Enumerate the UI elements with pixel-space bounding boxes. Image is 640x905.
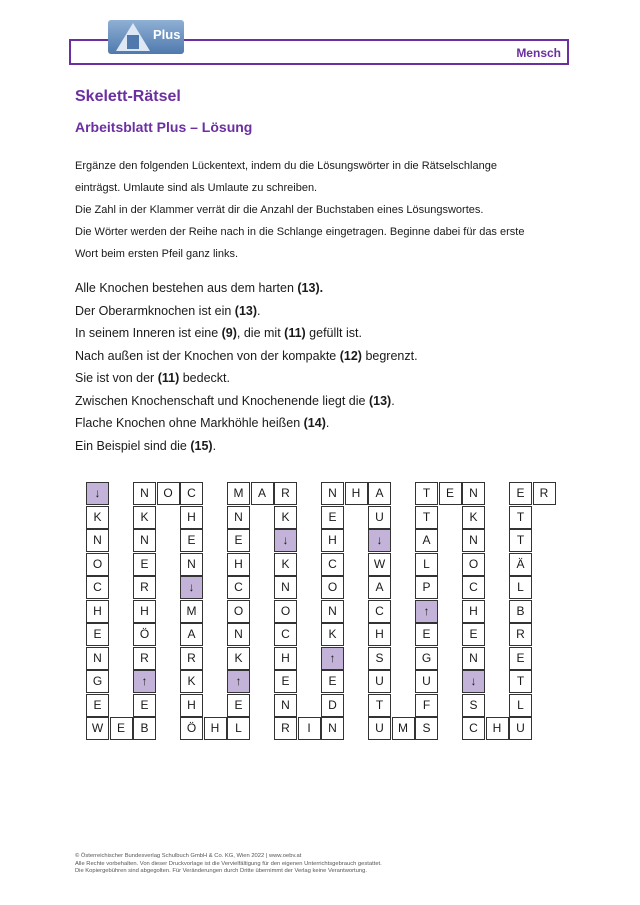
letter-cell: C xyxy=(180,482,203,505)
letter-cell: M xyxy=(180,600,203,623)
clue-number: (13) xyxy=(234,303,258,318)
letter-cell: U xyxy=(368,717,391,740)
clue-number: (13) xyxy=(368,393,392,408)
letter-cell: H xyxy=(86,600,109,623)
clue-text: Sie ist von der xyxy=(75,371,158,385)
letter-cell: O xyxy=(274,600,297,623)
letter-cell: E xyxy=(180,529,203,552)
letter-cell: E xyxy=(133,553,156,576)
footer xyxy=(75,853,382,876)
clue-line xyxy=(75,367,575,390)
clue-after: . xyxy=(391,393,395,408)
letter-cell: E xyxy=(227,694,250,717)
letter-cell: B xyxy=(133,717,156,740)
letter-cell: H xyxy=(133,600,156,623)
letter-cell: K xyxy=(86,506,109,529)
letter-cell: N xyxy=(274,694,297,717)
letter-cell: P xyxy=(415,576,438,599)
instructions xyxy=(75,155,575,265)
letter-cell: E xyxy=(462,623,485,646)
letter-cell: E xyxy=(439,482,462,505)
clue-after: bedeckt. xyxy=(179,371,230,385)
letter-cell: E xyxy=(274,670,297,693)
letter-cell: H xyxy=(368,623,391,646)
clue-line xyxy=(75,322,575,345)
clue-number: (12) xyxy=(339,348,362,363)
letter-cell: K xyxy=(133,506,156,529)
letter-cell: T xyxy=(415,482,438,505)
letter-cell: A xyxy=(368,482,391,505)
letter-cell: A xyxy=(180,623,203,646)
arrow-cell: ↓ xyxy=(274,529,297,552)
letter-cell: Ä xyxy=(509,553,532,576)
letter-cell: U xyxy=(509,717,532,740)
footer-line: Die Kopiergebühren sind abgegolten. Für Veränderungen durch Dritte übernimmt der Verlag keine Verantwortung. xyxy=(75,868,367,874)
letter-cell: N xyxy=(462,647,485,670)
arrow-cell: ↑ xyxy=(321,647,344,670)
letter-cell: N xyxy=(321,717,344,740)
clue-line xyxy=(75,300,575,323)
letter-cell: R xyxy=(274,717,297,740)
letter-cell: H xyxy=(227,553,250,576)
letter-cell: E xyxy=(321,506,344,529)
logo-text: Plus xyxy=(153,27,181,42)
arrow-cell: ↑ xyxy=(227,670,250,693)
letter-cell: R xyxy=(274,482,297,505)
letter-cell: K xyxy=(274,506,297,529)
letter-cell: R xyxy=(133,576,156,599)
letter-cell: C xyxy=(86,576,109,599)
letter-cell: N xyxy=(462,482,485,505)
clue-after: . xyxy=(325,416,330,430)
letter-cell: L xyxy=(227,717,250,740)
letter-cell: T xyxy=(368,694,391,717)
letter-cell: U xyxy=(415,670,438,693)
footer-line: Alle Rechte vorbehalten. Von dieser Druckvorlage ist die Vervielfältigung für den eigenen Unterrichtsgebrauch gestattet. xyxy=(75,860,382,867)
letter-cell: C xyxy=(462,576,485,599)
letter-cell: E xyxy=(415,623,438,646)
letter-cell: C xyxy=(368,600,391,623)
letter-cell: H xyxy=(462,600,485,623)
letter-cell: Ö xyxy=(133,623,156,646)
clue-text: Zwischen Knochenschaft und Knochenende liegt die xyxy=(75,393,369,408)
letter-cell: R xyxy=(533,482,556,505)
letter-cell: W xyxy=(86,717,109,740)
letter-cell: L xyxy=(415,553,438,576)
clue-after: , die mit xyxy=(236,326,285,340)
letter-cell: U xyxy=(368,670,391,693)
letter-cell: R xyxy=(180,647,203,670)
clue-after: gefüllt ist. xyxy=(305,326,362,340)
instruction-line: einträgst. Umlaute sind als Umlaute zu schreiben. xyxy=(75,182,318,194)
letter-cell: C xyxy=(227,576,250,599)
letter-cell: T xyxy=(509,670,532,693)
letter-cell: E xyxy=(86,694,109,717)
letter-cell: K xyxy=(274,553,297,576)
letter-cell: R xyxy=(133,647,156,670)
letter-cell: E xyxy=(509,647,532,670)
letter-cell: K xyxy=(227,647,250,670)
letter-cell: E xyxy=(110,717,133,740)
letter-cell: N xyxy=(227,506,250,529)
letter-cell: L xyxy=(509,576,532,599)
clue-line xyxy=(75,345,575,368)
letter-cell: H xyxy=(486,717,509,740)
instruction-line: Wort beim ersten Pfeil ganz links. xyxy=(75,248,239,260)
clue-number: (14) xyxy=(303,416,326,430)
letter-cell: S xyxy=(415,717,438,740)
letter-cell: T xyxy=(509,529,532,552)
letter-cell: N xyxy=(86,647,109,670)
plus-logo xyxy=(108,20,184,54)
clue-text: Nach außen ist der Knochen von der kompakte xyxy=(75,348,340,363)
arrow-cell: ↓ xyxy=(86,482,109,505)
letter-cell: N xyxy=(86,529,109,552)
clue-list xyxy=(75,277,575,457)
page-title: Skelett-Rätsel xyxy=(75,88,181,105)
letter-cell: H xyxy=(204,717,227,740)
instruction-line: Die Zahl in der Klammer verrät dir die Anzahl der Buchstaben eines Lösungswortes. xyxy=(75,204,484,216)
clue-text: Alle Knochen bestehen aus dem harten xyxy=(75,281,298,295)
letter-cell: G xyxy=(415,647,438,670)
footer-line: © Österreichischer Bundesverlag Schulbuch GmbH & Co. KG, Wien 2022 | www.oebv.at xyxy=(75,853,302,859)
clue-line xyxy=(75,435,575,458)
letter-cell: N xyxy=(321,600,344,623)
letter-cell: E xyxy=(509,482,532,505)
letter-cell: K xyxy=(321,623,344,646)
clue-line xyxy=(75,412,575,435)
letter-cell: C xyxy=(462,717,485,740)
letter-cell: O xyxy=(86,553,109,576)
letter-cell: E xyxy=(227,529,250,552)
letter-cell: D xyxy=(321,694,344,717)
letter-cell: N xyxy=(274,576,297,599)
clue-line xyxy=(75,277,575,300)
arrow-cell: ↓ xyxy=(368,529,391,552)
clue-after: . xyxy=(212,438,217,453)
letter-cell: T xyxy=(509,506,532,529)
letter-cell: A xyxy=(415,529,438,552)
letter-cell: F xyxy=(415,694,438,717)
letter-cell: N xyxy=(462,529,485,552)
letter-cell: E xyxy=(133,694,156,717)
page-subtitle: Arbeitsblatt Plus – Lösung xyxy=(75,119,253,135)
letter-cell: K xyxy=(462,506,485,529)
letter-cell: N xyxy=(227,623,250,646)
letter-cell: A xyxy=(368,576,391,599)
letter-cell: S xyxy=(368,647,391,670)
clue-text: Der Oberarmknochen ist ein xyxy=(75,303,235,318)
clue-text: Flache Knochen ohne Markhöhle heißen xyxy=(75,416,304,430)
instruction-line: Die Wörter werden der Reihe nach in die Schlange eingetragen. Beginne dabei für das erste xyxy=(75,226,525,238)
letter-cell: N xyxy=(133,482,156,505)
letter-cell: C xyxy=(274,623,297,646)
letter-cell: G xyxy=(86,670,109,693)
letter-cell: Ö xyxy=(180,717,203,740)
letter-cell: H xyxy=(180,694,203,717)
clue-text: Ein Beispiel sind die xyxy=(75,438,191,453)
clue-number: (9) xyxy=(221,326,237,340)
logo-background xyxy=(108,20,184,54)
arrow-cell: ↑ xyxy=(415,600,438,623)
instruction-line: Ergänze den folgenden Lückentext, indem du die Lösungswörter in die Rätselschlange xyxy=(75,160,497,172)
letter-cell: W xyxy=(368,553,391,576)
letter-cell: A xyxy=(251,482,274,505)
logo-notch xyxy=(127,35,139,49)
letter-cell: B xyxy=(509,600,532,623)
letter-cell: O xyxy=(321,576,344,599)
arrow-cell: ↓ xyxy=(180,576,203,599)
letter-cell: S xyxy=(462,694,485,717)
letter-cell: H xyxy=(321,529,344,552)
letter-cell: H xyxy=(180,506,203,529)
letter-cell: R xyxy=(509,623,532,646)
letter-cell: N xyxy=(321,482,344,505)
letter-cell: E xyxy=(321,670,344,693)
letter-cell: O xyxy=(462,553,485,576)
letter-cell: K xyxy=(180,670,203,693)
arrow-cell: ↑ xyxy=(133,670,156,693)
letter-cell: E xyxy=(86,623,109,646)
letter-cell: H xyxy=(345,482,368,505)
letter-cell: U xyxy=(368,506,391,529)
letter-cell: H xyxy=(274,647,297,670)
letter-cell: T xyxy=(415,506,438,529)
letter-cell: I xyxy=(298,717,321,740)
subject-label: Mensch xyxy=(516,46,561,60)
clue-text: In seinem Inneren ist eine xyxy=(75,326,222,340)
letter-cell: M xyxy=(227,482,250,505)
letter-cell: C xyxy=(321,553,344,576)
letter-cell: M xyxy=(392,717,415,740)
clue-number: (15) xyxy=(190,438,213,453)
letter-cell: O xyxy=(227,600,250,623)
clue-number: (11) xyxy=(284,326,306,340)
arrow-cell: ↓ xyxy=(462,670,485,693)
letter-cell: N xyxy=(180,553,203,576)
clue-after: . xyxy=(257,303,261,318)
clue-line xyxy=(75,390,575,413)
clue-number: (13). xyxy=(297,281,324,295)
clue-number: (11) xyxy=(157,371,180,385)
clue-after: begrenzt. xyxy=(361,348,418,363)
letter-cell: N xyxy=(133,529,156,552)
letter-cell: L xyxy=(509,694,532,717)
letter-cell: O xyxy=(157,482,180,505)
